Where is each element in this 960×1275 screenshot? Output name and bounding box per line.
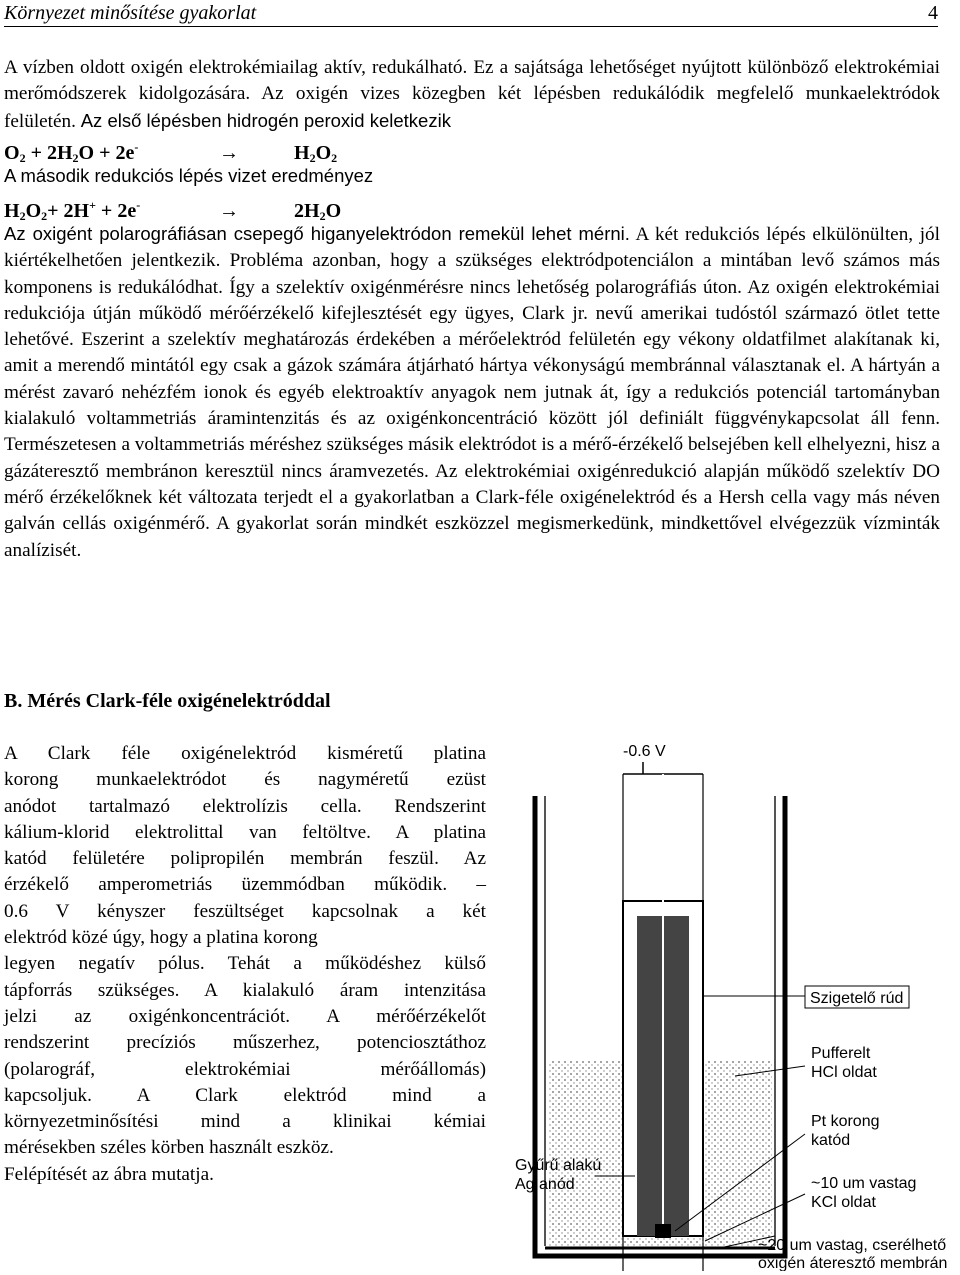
section-heading: B. Mérés Clark-féle oxigénelektróddal xyxy=(4,690,331,712)
body-line: 0.6 V kényszer feszültséget kapcsolnak a két xyxy=(4,900,486,922)
header-title: Környezet minősítése gyakorlat xyxy=(4,2,257,24)
eq1-e: O + 2e xyxy=(78,142,135,164)
label-rod: Szigetelő rúd xyxy=(810,990,904,1007)
intro-text: A vízben oldott oxigén elektrokémiailag aktív, redukálható. Ez a sajátsága lehetőséget nyújtott különböző elektrokémiai merőmódszerek kidolgozására. Az oxigén vizes közegben két lépésben redukálódik megfelelő munkaelektródok felületén. xyxy=(4,57,940,132)
eq1-o: O xyxy=(4,142,20,164)
label-pt-2: katód xyxy=(811,1132,851,1149)
eq2-rhs-o: O xyxy=(325,200,342,222)
body-line: kapcsoljuk. A Clark elektród mind a xyxy=(4,1084,486,1106)
label-ring-1: Gyűrű alakú xyxy=(515,1157,602,1174)
eq1-rhs-h: H xyxy=(294,142,310,164)
intro-paragraph xyxy=(4,55,940,135)
body-line: érzékelő amperometriás üzemmódban működik. – xyxy=(4,874,486,896)
body-line: anódot tartalmazó elektrolízis cella. Rendszerint xyxy=(4,795,486,817)
eq2-e: + 2e xyxy=(95,200,137,222)
eq2-hplus: + 2H xyxy=(47,200,90,222)
equation-1: $O_2 + 2H_2O + 2e^- \to H_2O_2$ xyxy=(4,140,338,165)
body-line: elektród közé úgy, hogy a platina korong xyxy=(4,927,318,949)
body-line: Felépítését az ábra mutatja. xyxy=(4,1163,214,1185)
body-line: tápforrás szükséges. A kialakuló áram intenzitása xyxy=(4,979,486,1001)
label-ring-2: Ag anód xyxy=(515,1176,575,1193)
pt-disc-cathode xyxy=(655,1224,671,1238)
arrow-icon: → xyxy=(219,142,239,164)
section-body xyxy=(4,741,486,1188)
label-buffer-1: Pufferelt xyxy=(811,1045,871,1062)
eq1-rhs-o: O xyxy=(315,142,332,164)
label-membrane-1: ~20 um vastag, cserélhető xyxy=(758,1237,947,1254)
clark-electrode-figure xyxy=(515,736,955,1271)
voltage-label: -0.6 V xyxy=(623,743,666,760)
body-line: korong munkaelektródot és nagyméretű ezüst xyxy=(4,769,486,791)
page-number: 4 xyxy=(928,2,938,24)
body-line: A Clark féle oxigénelektród kisméretű platina xyxy=(4,743,486,764)
eq2-h: H xyxy=(4,200,20,222)
body-line: környezetminősítési mind a klinikai kémiai xyxy=(4,1111,486,1133)
label-membrane-2: oxigén áteresztő membrán xyxy=(758,1255,948,1271)
body-line: mérésekben széles körben használt eszköz. xyxy=(4,1137,334,1159)
body-line: katód felületére polipropilén membrán feszül. Az xyxy=(4,848,486,870)
body-line: jelzi az oxigénkoncentrációt. A mérőérzékelőt xyxy=(4,1005,486,1027)
body-line: legyen negatív pólus. Tehát a működéshez külső xyxy=(4,953,486,975)
label-buffer-2: HCl oldat xyxy=(811,1064,877,1081)
body-line: kálium-klorid elektrolittal van feltöltve. A platina xyxy=(4,821,486,843)
label-pt-1: Pt korong xyxy=(811,1113,880,1130)
eq2-rhs-h: 2H xyxy=(294,200,320,222)
main-paragraph xyxy=(4,221,940,564)
step2-text: A második redukciós lépés vizet eredményez xyxy=(4,165,374,186)
page-header xyxy=(4,0,938,27)
intro-step1: Az első lépésben hidrogén peroxid keletkezik xyxy=(80,109,451,131)
label-kcl-2: KCl oldat xyxy=(811,1194,876,1211)
arrow-icon: → xyxy=(219,200,239,222)
body-line: rendszerint precíziós műszerhez, potenciosztáthoz xyxy=(4,1032,486,1054)
eq1-h: + 2H xyxy=(25,142,73,164)
label-kcl-1: ~10 um vastag xyxy=(811,1175,917,1192)
equation-2: $H_2O_2+ 2H^+ + 2e^- \to 2H_2O$ xyxy=(4,198,342,223)
step2-line xyxy=(4,163,940,190)
main-text: A két redukciós lépés elkülönülten, jól kiértékelhetően jelentkezik. Probléma azonban, hogy a szükséges elektródpotenciálon a mintában levő számos más komponens is redukálódhat. Így a szelektív oxigénmérésre nincs lehetőség polarográfiás úton. Az oxigén elektrokémiai redukciója útján működő mérőérzékelő kifejlesztését egy ügyes, Clark jr. nevű amerikai tudóstól származó ötlet tette lehetővé. Eszerint a szelektív meghatározás érdekében a mérőelektród felületén egy vékony oldatfilmet alakítanak ki, amit a merendő mintától egy csak a gázok számára átjárható hártya vékonyságú membránnal választanak el. A hártyán a mérést zavaró nehézfém ionok és egyéb elektroaktív anyagok nem jutnak át, így a redukciós potenciál tartományban kialakuló voltammetriás áramintenzitás és az oxigénkoncentráció között jól definiált függvénykapcsolat áll fenn. Természetesen a voltammetriás méréshez szükséges másik elektródot is a mérő-érzékelő belsejében kell elhelyezni, hisz a gázáteresztő membránon keresztül nincs áramvezetés. Az elektrokémiai oxigénredukció alapján működő szelektív DO mérő érzékelőknek két változata terjedt el a gyakorlatban a Clark-féle oxigénelektród és a Hersh cella vagy más néven galván cellás oxigénmérő. A gyakorlat során mindkét eszközzel megismerkedünk, mindkettővel elvégezzük vízminták analízisét. xyxy=(4,224,940,561)
body-line: (polarográf, elektrokémiai mérőállomás) xyxy=(4,1058,486,1080)
polarography-text: Az oxigént polarográfiásan csepegő higanyelektródon remekül lehet mérni. xyxy=(4,223,630,244)
eq2-o: O xyxy=(25,200,42,222)
